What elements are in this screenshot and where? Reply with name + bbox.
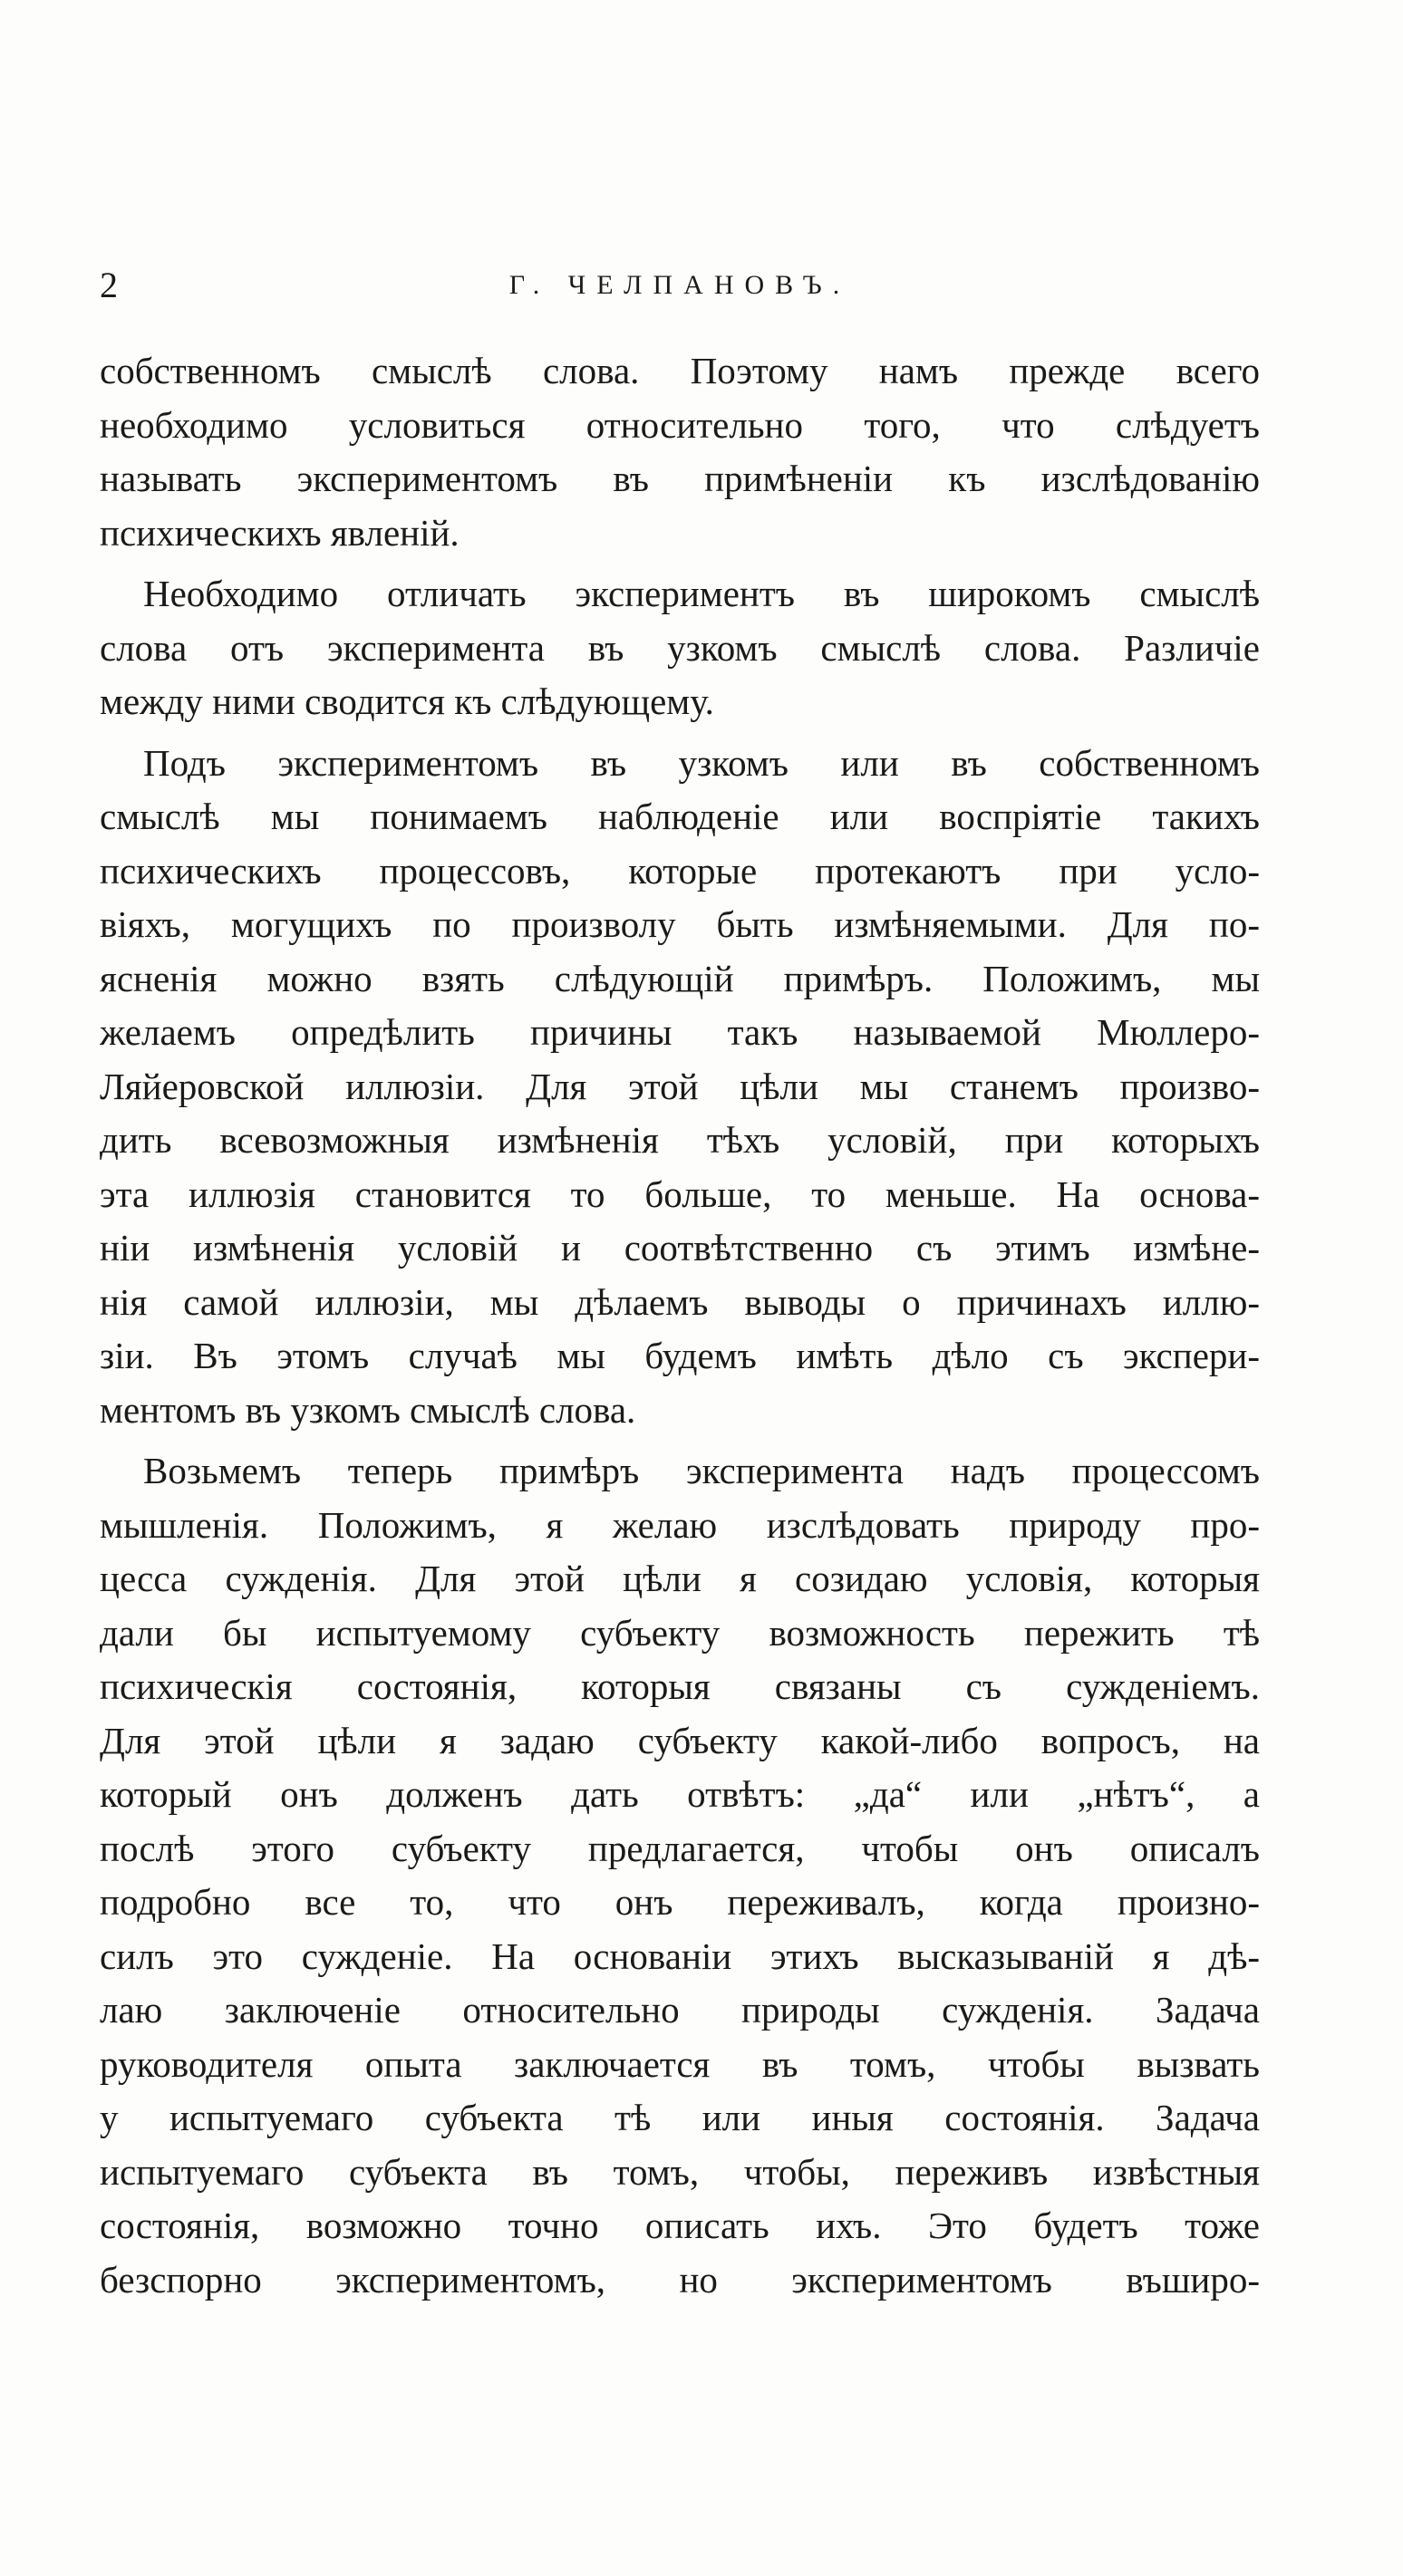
text-line: лаю заключеніе относительно природы сужденія. Задача: [100, 1989, 1260, 2031]
text-line: Для этой цѣли я задаю субъекту какой-либо вопросъ, на: [100, 1719, 1260, 1761]
text-line: который онъ долженъ дать отвѣтъ: „да“ или „нѣтъ“, а: [100, 1773, 1260, 1815]
text-line: Возьмемъ теперь примѣръ эксперимента надъ процессомъ: [143, 1450, 1260, 1491]
body-text: [100, 344, 1260, 2338]
text-line: подробно все то, что онъ переживалъ, когда произно-: [100, 1881, 1260, 1923]
running-title: Г. ЧЕЛПАНОВЪ.: [508, 270, 851, 300]
paragraph-3: [100, 737, 1260, 1438]
text-line: психическихъ явленій.: [100, 511, 460, 554]
text-line: руководителя опыта заключается въ томъ, чтобы вызвать: [100, 2042, 1260, 2085]
running-head: [100, 263, 1260, 308]
paragraph-1: [100, 344, 1260, 560]
text-line: у испытуемаго субъекта тѣ или иныя состоянія. Задача: [100, 2097, 1260, 2138]
text-line: зіи. Въ этомъ случаѣ мы будемъ имѣть дѣло съ экспери-: [100, 1335, 1260, 1376]
text-line: Необходимо отличать экспериментъ въ широкомъ смыслѣ: [143, 573, 1260, 614]
text-line: психическія состоянія, которыя связаны съ сужденіемъ.: [100, 1665, 1260, 1707]
paragraph-2: [100, 567, 1260, 729]
text-line: безспорно экспериментомъ, но экспериментомъ въширo-: [100, 2258, 1260, 2301]
text-line: послѣ этого субъекту предлагается, чтобы онъ описалъ: [100, 1827, 1260, 1869]
page-number: 2: [100, 265, 118, 305]
text-line: собственномъ смыслѣ слова. Поэтому намъ прежде всего: [100, 350, 1260, 391]
text-line: смыслѣ мы понимаемъ наблюденіе или воспріятіе такихъ: [100, 796, 1260, 837]
text-line: между ними сводится къ слѣдующему.: [100, 680, 714, 722]
text-line: ясненія можно взять слѣдующій примѣръ. Положимъ, мы: [100, 957, 1260, 999]
text-line: испытуемаго субъекта въ томъ, чтобы, переживъ извѣстныя: [100, 2150, 1260, 2193]
text-line: слова отъ эксперимента въ узкомъ смыслѣ слова. Различіе: [100, 626, 1260, 669]
text-line: мышленія. Положимъ, я желаю изслѣдовать природу про-: [100, 1503, 1260, 1546]
text-line: состоянія, возможно точно описать ихъ. Это будетъ тоже: [100, 2205, 1260, 2246]
text-line: силъ это сужденіе. На основаніи этихъ высказываній я дѣ-: [100, 1934, 1260, 1977]
paragraph-4: [100, 1444, 1260, 2307]
text-line: цесса сужденія. Для этой цѣли я созидаю условія, которыя: [100, 1558, 1260, 1599]
text-line: ментомъ въ узкомъ смыслѣ слова.: [100, 1388, 636, 1431]
text-line: дали бы испытуемому субъекту возможность пережить тѣ: [100, 1611, 1260, 1654]
text-line: дить всевозможныя измѣненія тѣхъ условій, при которыхъ: [100, 1119, 1260, 1161]
text-line: Ляйеровской иллюзіи. Для этой цѣли мы станемъ произво-: [100, 1065, 1260, 1107]
text-line: называть экспериментомъ въ примѣненіи къ изслѣдованію: [100, 458, 1260, 499]
text-line: віяхъ, могущихъ по произволу быть измѣняемыми. Для по-: [100, 903, 1260, 945]
text-line: эта иллюзія становится то больше, то меньше. На основа-: [100, 1172, 1260, 1215]
text-line: Подъ экспериментомъ въ узкомъ или въ собственномъ: [143, 741, 1260, 784]
text-line: нія самой иллюзіи, мы дѣлаемъ выводы о причинахъ иллю-: [100, 1280, 1260, 1323]
text-line: ніи измѣненія условій и соотвѣтственно съ этимъ измѣне-: [100, 1227, 1260, 1269]
text-line: желаемъ опредѣлить причины такъ называемой Мюллеро-: [100, 1011, 1260, 1053]
text-line: психическихъ процессовъ, которые протекаютъ при усло-: [100, 849, 1260, 892]
text-line: необходимо условиться относительно того, что слѣдуетъ: [100, 403, 1260, 446]
